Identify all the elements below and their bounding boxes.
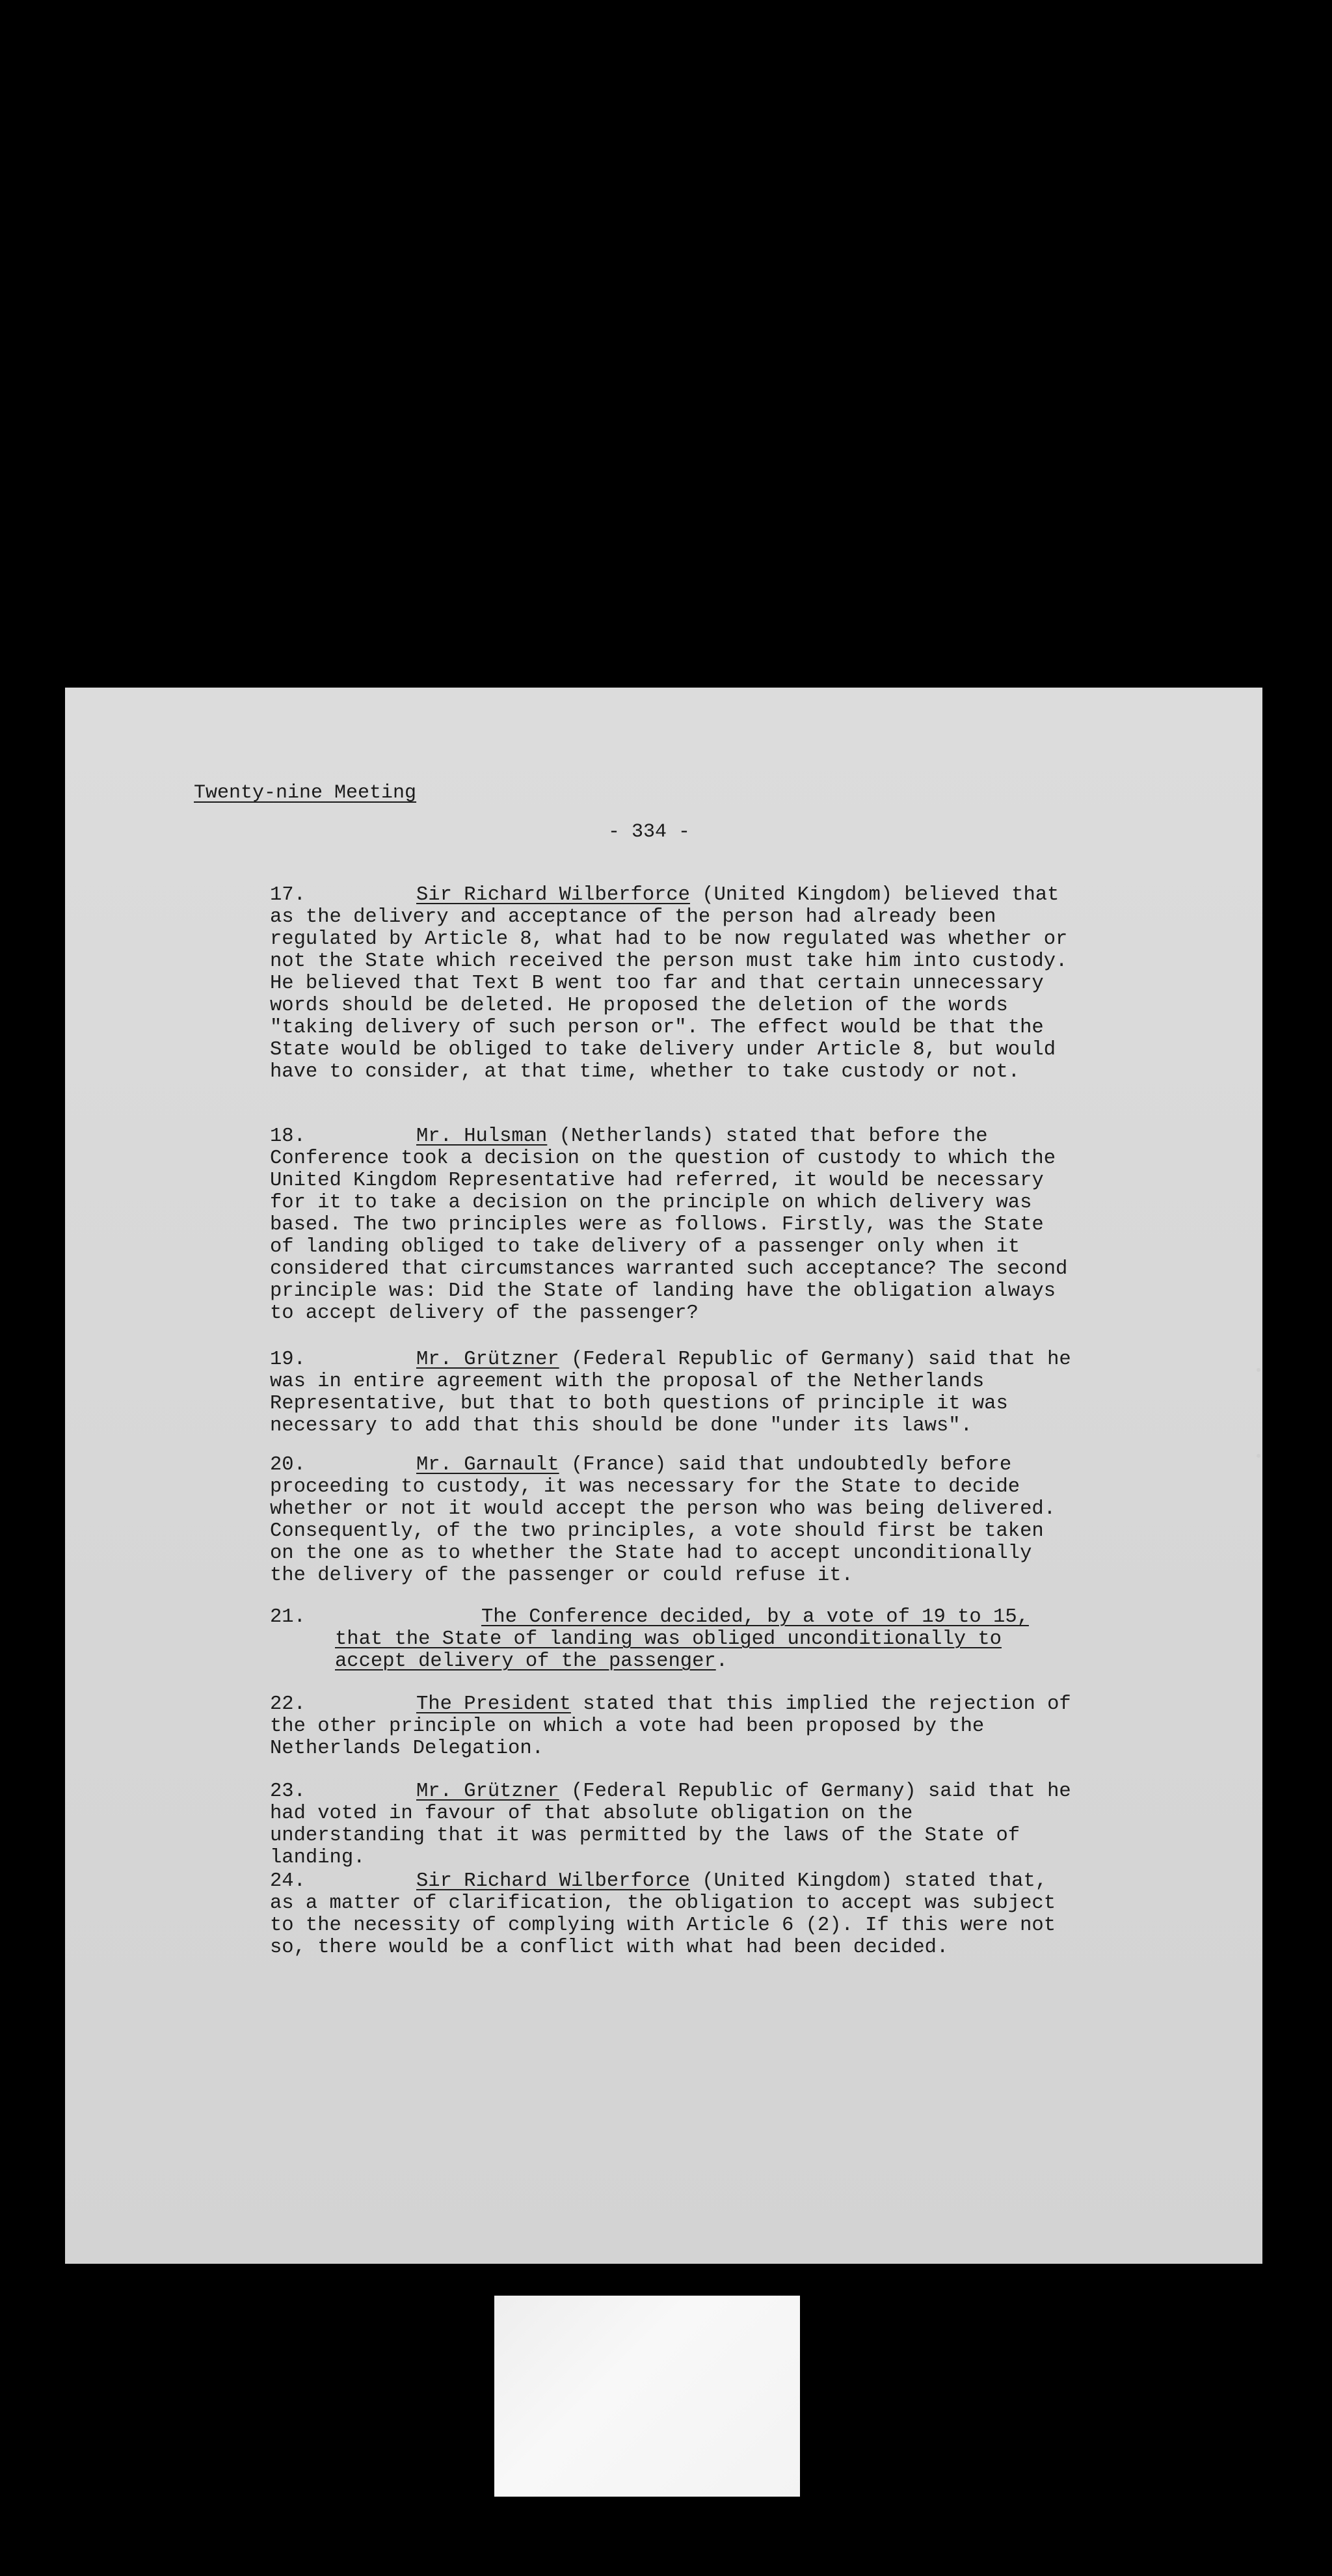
paragraph-19 (270, 1348, 1076, 1437)
paragraph-number: 19. (270, 1348, 306, 1371)
paragraph-number: 22. (270, 1693, 306, 1715)
page-number: - 334 - (608, 821, 691, 843)
paragraph-18 (270, 1125, 1076, 1324)
paragraph-number: 20. (270, 1454, 306, 1476)
edge-mark (1257, 1454, 1260, 1458)
paragraph-20 (270, 1454, 1076, 1587)
paragraph-21-decision (270, 1606, 1076, 1672)
speaker-name: The President (416, 1693, 571, 1715)
meeting-title: Twenty-nine Meeting (194, 782, 417, 804)
paragraph-text: (Netherlands) stated that before the Conference took a decision on the question of custody to which the United Kingdom Representative had referred, it would be necessary for it to take a decision on the principle on which delivery was based. The two principles were as follows. Firstly, was the State of landing obliged to take delivery of a passenger only when it considered that circumstances warranted such acceptance? The second principle was: Did the State of landing have the obligation always to accept delivery of the passenger? (270, 1125, 1068, 1324)
edge-mark (1257, 1368, 1260, 1372)
paragraph-text: (Federal Republic of Germany) said that he was in entire agreement with the proposal of the Netherlands Representative, but that to both questions of principle it was necessary to add that this should be done "under its laws". (270, 1348, 1071, 1437)
paragraph-number: 17. (270, 884, 306, 906)
document-page (65, 688, 1262, 2264)
paragraph-22 (270, 1693, 1076, 1760)
decision-text-continued: that the State of landing was obliged unconditionally to accept delivery of the passenger (335, 1628, 1002, 1672)
paragraph-text: (Federal Republic of Germany) said that he had voted in favour of that absolute obligation on the understanding that it was permitted by the laws of the State of landing. (270, 1780, 1071, 1869)
paragraph-text: (United Kingdom) believed that as the delivery and acceptance of the person had already been regulated by Article 8, what had to be now regulated was whether or not the State which received the person must take him into custody. He believed that Text B went too far and that certain unnecessary words should be deleted. He proposed the deletion of the words "taking delivery of such person or". The effect would be that the State would be obliged to take delivery under Article 8, but would have to consider, at that time, whether to take custody or not. (270, 884, 1068, 1083)
decision-text: The Conference decided, by a vote of 19 to 15, (481, 1606, 1029, 1628)
paragraph-number: 23. (270, 1780, 306, 1803)
speaker-name: Mr. Grützner (416, 1780, 559, 1803)
paragraph-number: 18. (270, 1125, 306, 1147)
speaker-name: Sir Richard Wilberforce (416, 884, 690, 906)
paragraph-number: 24. (270, 1870, 306, 1892)
paragraph-text: (France) said that undoubtedly before proceeding to custody, it was necessary for the State to decide whether or not it would accept the person who was being delivered. Consequently, of the two principles, a vote should first be taken on the one as to whether the State had to accept unconditionally the delivery of the passenger or could refuse it. (270, 1454, 1056, 1587)
paragraph-23 (270, 1780, 1076, 1869)
paragraph-number: 21. (270, 1606, 306, 1628)
paragraph-text: stated that this implied the rejection of the other principle on which a vote had been proposed by the Netherlands Delegation. (270, 1693, 1071, 1760)
speaker-name: Mr. Hulsman (416, 1125, 548, 1147)
speaker-name: Mr. Garnault (416, 1454, 559, 1476)
blank-paper-slip (494, 2296, 800, 2497)
paragraph-24 (270, 1870, 1076, 1959)
paragraph-17 (270, 884, 1076, 1083)
speaker-name: Sir Richard Wilberforce (416, 1870, 690, 1892)
speaker-name: Mr. Grützner (416, 1348, 559, 1371)
decision-period: . (715, 1650, 728, 1672)
paragraph-text: (United Kingdom) stated that, as a matter of clarification, the obligation to accept was subject to the necessity of complying with Article 6 (2). If this were not so, there would be a conflict with what had been decided. (270, 1870, 1056, 1959)
